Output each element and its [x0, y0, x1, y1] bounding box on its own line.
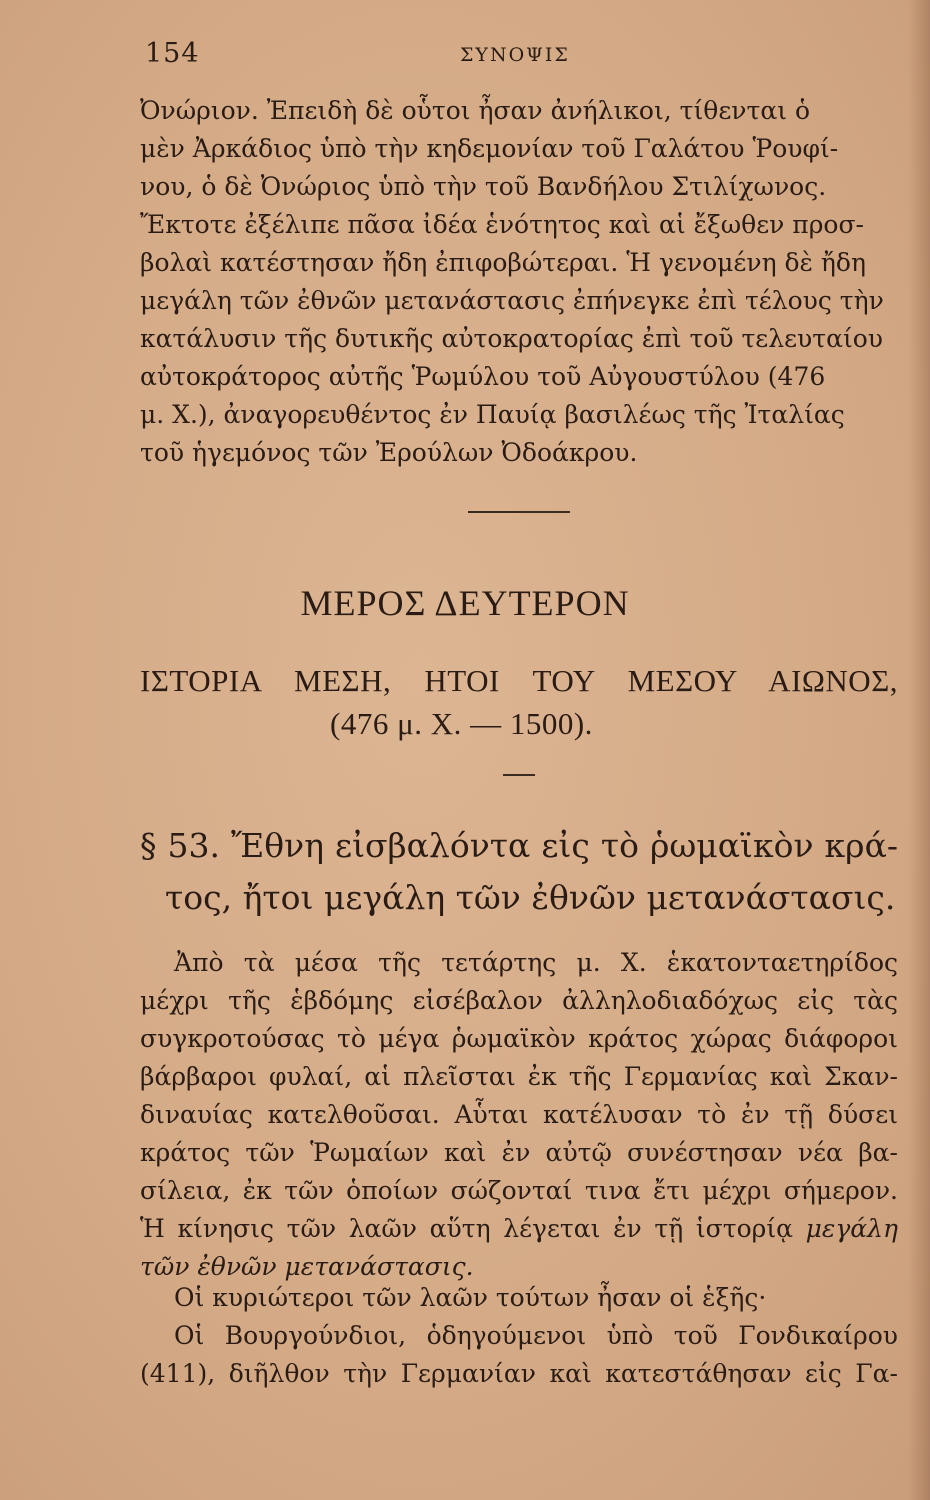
page-number: 154 [145, 38, 200, 69]
text-line: σίλεια, ἐκ τῶν ὁποίων σώζονταί τινα ἔτι μέχρι σήμερον. [140, 1176, 898, 1205]
text-line: Ὀνώριον. Ἐπειδὴ δὲ οὗτοι ἦσαν ἀνήλικοι, τίθενται ὁ [140, 96, 810, 125]
part-subtitle-line-1: ΙΣΤΟΡΙΑ ΜΕΣΗ, ΗΤΟΙ ΤΟΥ ΜΕΣΟΥ ΑΙΩΝΟΣ, [140, 663, 898, 698]
text-line: τοῦ ἡγεμόνος τῶν Ἐρούλων Ὀδοάκρου. [140, 438, 638, 467]
section-heading-line-1: § 53. Ἔθνη εἰσβαλόντα εἰς τὸ ῥωμαϊκὸν κρά- [140, 826, 898, 865]
text-line: Ἀπὸ τὰ μέσα τῆς τετάρτης μ. Χ. ἑκατονταετηρίδος [174, 948, 898, 977]
section-heading [140, 820, 898, 924]
text-line [140, 1210, 898, 1248]
paragraph-1 [140, 92, 898, 472]
part-title: ΜΕΡΟΣ ΔΕΥΤΕΡΟΝ [300, 583, 630, 623]
text-line: μέχρι τῆς ἑβδόμης εἰσέβαλον ἀλληλοδιαδόχως εἰς τὰς [140, 986, 898, 1015]
text-line: κατάλυσιν τῆς δυτικῆς αὐτοκρατορίας ἐπὶ τοῦ τελευταίου [140, 324, 884, 353]
running-title: ΣΥΝΟΨΙΣ [460, 44, 570, 66]
text-line: Οἱ κυριώτεροι τῶν λαῶν τούτων ἦσαν οἱ ἑξῆς· [174, 1283, 767, 1312]
text-segment: Ἡ κίνησις τῶν λαῶν αὕτη λέγεται ἐν τῇ ἱστορίᾳ [140, 1214, 793, 1243]
text-line: Οἱ Βουργούνδιοι, ὁδηγούμενοι ὑπὸ τοῦ Γονδικαίρου [174, 1321, 898, 1350]
part-subtitle-line-2: (476 μ. Χ. — 1500). [330, 706, 593, 741]
text-line: βάρβαροι φυλαί, αἱ πλεῖσται ἐκ τῆς Γερμανίας καὶ Σκαν- [140, 1062, 898, 1091]
text-line: (411), διῆλθον τὴν Γερμανίαν καὶ κατεστάθησαν εἰς Γα- [140, 1359, 898, 1388]
paragraph-2 [140, 944, 898, 1286]
short-divider-rule [503, 774, 535, 776]
text-line: βολαὶ κατέστησαν ἤδη ἐπιφοβώτεραι. Ἡ γενομένη δὲ ἤδη [140, 248, 866, 277]
italic-term: τῶν ἐθνῶν μετανάστασις. [140, 1252, 474, 1281]
page-edge-shadow [908, 0, 930, 1500]
italic-term: μεγάλη [805, 1214, 898, 1243]
text-line: μ. Χ.), ἀναγορευθέντος ἐν Παυίᾳ βασιλέως τῆς Ἰταλίας [140, 400, 845, 429]
section-heading-line-2: τος, ἤτοι μεγάλη τῶν ἐθνῶν μετανάστασις. [165, 878, 896, 917]
text-line: συγκροτούσας τὸ μέγα ῥωμαϊκὸν κράτος χώρας διάφοροι [140, 1024, 898, 1053]
text-line: μεγάλη τῶν ἐθνῶν μετανάστασις ἐπήνεγκε ἐπὶ τέλους τὴν [140, 286, 884, 315]
paragraph-3 [140, 1279, 898, 1393]
divider-rule [468, 511, 570, 513]
text-line: κράτος τῶν Ῥωμαίων καὶ ἐν αὐτῷ συνέστησαν νέα βα- [140, 1138, 898, 1167]
text-line: νου, ὁ δὲ Ὀνώριος ὑπὸ τὴν τοῦ Βανδήλου Στιλίχωνος. [140, 172, 827, 201]
page-header [0, 38, 930, 78]
text-line: αὐτοκράτορος αὐτῆς Ῥωμύλου τοῦ Αὐγουστύλου (476 [140, 362, 826, 391]
text-line: μὲν Ἀρκάδιος ὑπὸ τὴν κηδεμονίαν τοῦ Γαλάτου Ῥουφί- [140, 134, 839, 163]
text-line: Ἔκτοτε ἐξέλιπε πᾶσα ἰδέα ἑνότητος καὶ αἱ ἔξωθεν προσ- [140, 210, 864, 239]
text-line: διναυίας κατελθοῦσαι. Αὗται κατέλυσαν τὸ ἐν τῇ δύσει [140, 1100, 898, 1129]
